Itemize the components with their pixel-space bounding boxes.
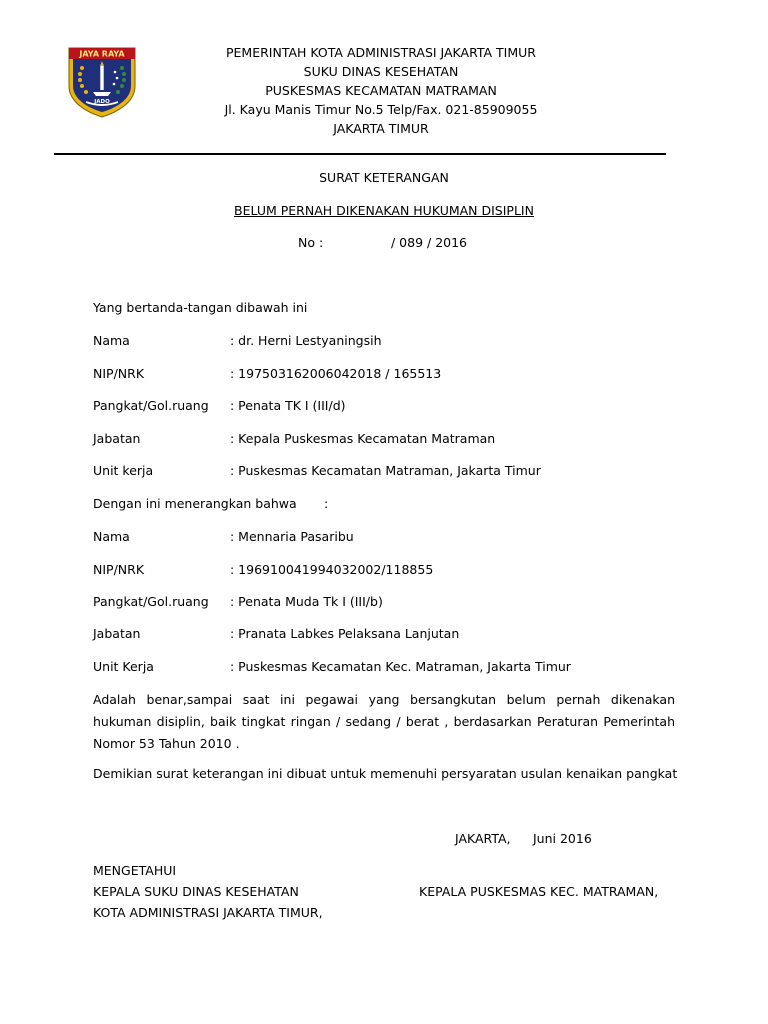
letterhead-government: PEMERINTAH KOTA ADMINISTRASI JAKARTA TIMUR (225, 45, 536, 60)
subject-rank-value: : Penata Muda Tk I (III/b) (230, 594, 383, 609)
signer-intro: Yang bertanda-tangan dibawah ini (93, 300, 308, 315)
subject-name-value: : Mennaria Pasaribu (230, 529, 354, 544)
subject-intro: Dengan ini menerangkan bahwa (93, 496, 297, 511)
signer-nip-value: : 197503162006042018 / 165513 (230, 366, 442, 381)
statement-paragraph: Adalah benar,sampai saat ini pegawai yang bersangkutan belum pernah dikenakan hukuman disiplin, baik tingkat ringan / sedang / berat , berdasarkan Peraturan Pemerintah Nomor 53 Tahun 2010 . (93, 692, 675, 751)
subject-intro-colon: : (324, 496, 329, 511)
acknowledged-label: MENGETAHUI (93, 863, 177, 878)
letterhead (196, 43, 566, 138)
logo-bottom-text: JADO (94, 99, 110, 105)
signature-date: Juni 2016 (533, 831, 592, 846)
left-signatory-title: KEPALA SUKU DINAS KESEHATAN (93, 884, 299, 899)
signer-name-value: : dr. Herni Lestyaningsih (230, 333, 382, 348)
document-number-value: / 089 / 2016 (391, 235, 468, 250)
subject-nip-value: : 196910041994032002/118855 (230, 562, 434, 577)
signer-rank-value: : Penata TK I (III/d) (230, 398, 346, 413)
subject-rank-label: Pangkat/Gol.ruang (93, 594, 209, 609)
letterhead-department: SUKU DINAS KESEHATAN (303, 64, 459, 79)
closing-paragraph: Demikian surat keterangan ini dibuat untuk memenuhi persyaratan usulan kenaikan pangkat (93, 766, 678, 781)
right-signatory-title: KEPALA PUSKESMAS KEC. MATRAMAN, (419, 884, 659, 899)
letterhead-divider (54, 153, 666, 155)
document-title: SURAT KETERANGAN (319, 170, 449, 185)
letterhead-office: PUSKESMAS KECAMATAN MATRAMAN (265, 83, 497, 98)
subject-position-value: : Pranata Labkes Pelaksana Lanjutan (230, 626, 460, 641)
letterhead-city: JAKARTA TIMUR (333, 121, 429, 136)
subject-name-label: Nama (93, 529, 130, 544)
subject-unit-label: Unit Kerja (93, 659, 154, 674)
letterhead-address: Jl. Kayu Manis Timur No.5 Telp/Fax. 021-85909055 (224, 102, 538, 117)
left-signatory-office: KOTA ADMINISTRASI JAKARTA TIMUR, (93, 905, 323, 920)
signer-nip-label: NIP/NRK (93, 366, 145, 381)
signer-position-label: Jabatan (93, 431, 141, 446)
signer-name-label: Nama (93, 333, 130, 348)
logo-top-text: JAYA RAYA (79, 49, 125, 59)
signature-place: JAKARTA, (455, 831, 511, 846)
document-subject: BELUM PERNAH DIKENAKAN HUKUMAN DISIPLIN (234, 203, 534, 218)
jakarta-crest-logo (66, 46, 138, 118)
subject-position-label: Jabatan (93, 626, 141, 641)
document-number-label: No : (298, 235, 324, 250)
subject-unit-value: : Puskesmas Kecamatan Kec. Matraman, Jakarta Timur (230, 659, 571, 674)
signer-unit-label: Unit kerja (93, 463, 154, 478)
signer-unit-value: : Puskesmas Kecamatan Matraman, Jakarta Timur (230, 463, 541, 478)
signer-rank-label: Pangkat/Gol.ruang (93, 398, 209, 413)
signer-position-value: : Kepala Puskesmas Kecamatan Matraman (230, 431, 496, 446)
subject-nip-label: NIP/NRK (93, 562, 145, 577)
